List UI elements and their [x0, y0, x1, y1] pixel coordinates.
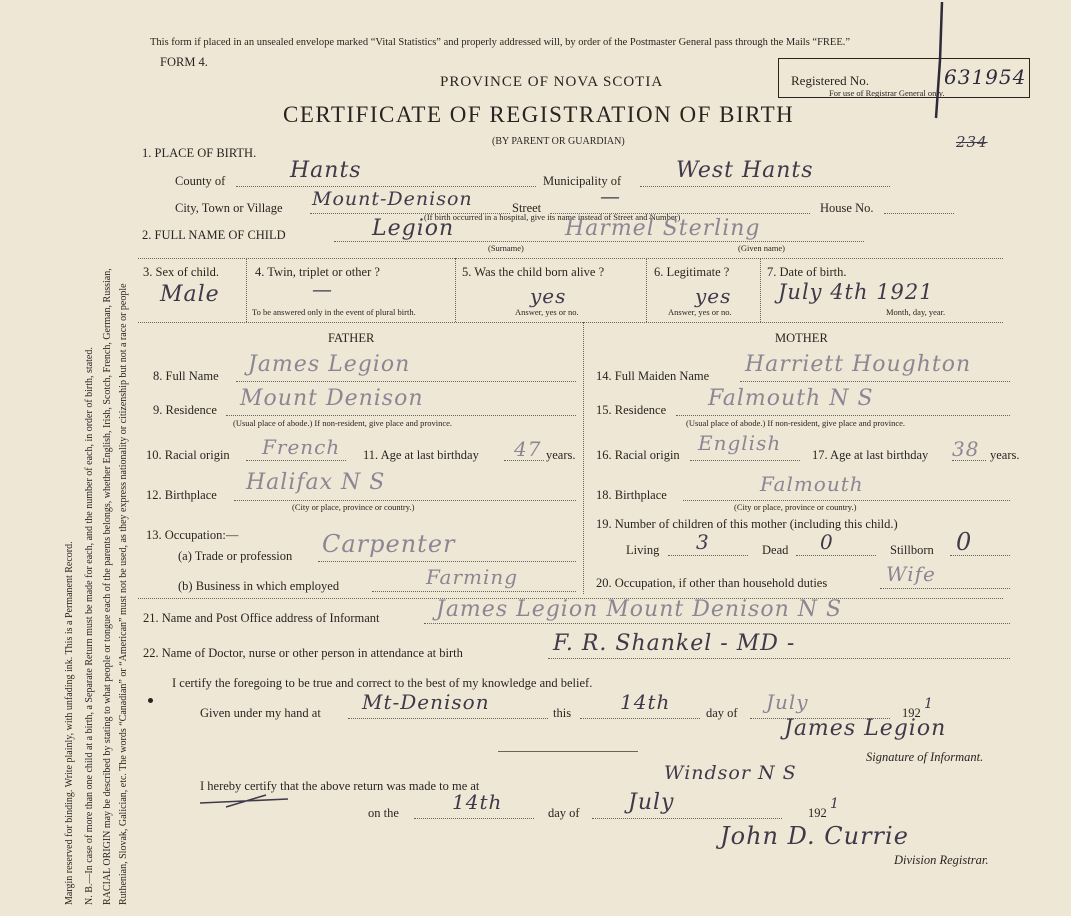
informant-signature-label: Signature of Informant. — [866, 750, 984, 764]
alive-value: yes — [530, 284, 567, 308]
city-label: City, Town or Village — [175, 201, 283, 215]
registrar-statement: I hereby certify that the above return was made to me at — [200, 779, 480, 793]
on-the-label: on the — [368, 806, 399, 820]
registrar-month-line — [592, 818, 782, 819]
registrar-day-of-label: day of — [548, 806, 580, 820]
twin-value: — — [312, 277, 333, 301]
legitimate-note: Answer, yes or no. — [668, 307, 732, 317]
mother-occupation-line — [880, 588, 1010, 589]
date-value: July 4th 1921 — [778, 280, 934, 304]
father-business-value: Farming — [426, 565, 519, 589]
province-heading: PROVINCE OF NOVA SCOTIA — [440, 74, 664, 90]
sex-value: Male — [160, 282, 220, 307]
father-business-line — [372, 591, 576, 592]
living-line — [668, 555, 748, 556]
year-prefix: 192 — [902, 706, 921, 720]
registrar-signature: John D. Currie — [720, 822, 909, 850]
mother-residence-label: 15. Residence — [596, 403, 667, 417]
mother-race-line — [690, 460, 800, 461]
father-residence-line — [226, 415, 576, 416]
facts-divider-3 — [646, 258, 647, 322]
doctor-label: 22. Name of Doctor, nurse or other person in attendance at birth — [143, 646, 463, 660]
mother-occupation-label: 20. Occupation, if other than household duties — [596, 576, 828, 590]
mother-name-line — [740, 381, 1010, 382]
sex-label: 3. Sex of child. — [143, 265, 220, 279]
dead-value: 0 — [820, 530, 834, 554]
dead-line — [796, 555, 876, 556]
form-number: FORM 4. — [160, 55, 208, 69]
child-name-line — [334, 241, 864, 242]
mother-age-label: 17. Age at last birthday — [812, 448, 929, 462]
father-birthplace-value: Halifax N S — [246, 470, 386, 495]
living-label: Living — [626, 543, 660, 557]
registered-label: Registered No. — [791, 73, 869, 88]
given-name-note: (Given name) — [738, 243, 785, 253]
father-race-line — [246, 460, 346, 461]
child-given-name: Harmel Sterling — [565, 216, 761, 241]
municipality-label: Municipality of — [543, 174, 622, 188]
registered-box — [778, 58, 1030, 98]
mother-children-label: 19. Number of children of this mother (including this child.) — [596, 517, 898, 531]
alive-note: Answer, yes or no. — [515, 307, 579, 317]
house-line — [884, 213, 954, 214]
street-label: Street — [512, 201, 542, 215]
registrar-month-value: July — [628, 790, 675, 815]
margin-note-multiple: N. B.—In case of more than one child at a birth, a Separate Return must be made for each, and the number of each, in order of birth, stated. — [84, 347, 95, 905]
place-of-birth-label: 1. PLACE OF BIRTH. — [142, 146, 257, 160]
house-label: House No. — [820, 201, 874, 215]
parents-divider — [583, 322, 584, 594]
father-residence-note: (Usual place of abode.) If non-resident, give place and province. — [233, 418, 453, 428]
stillborn-label: Stillborn — [890, 543, 934, 557]
postal-notice: This form if placed in an unsealed envelope marked “Vital Statistics” and properly addressed will, by order of the Postmaster General pass through the Mails “FREE.” — [150, 37, 851, 48]
twin-label: 4. Twin, triplet or other ? — [255, 265, 380, 279]
pen-stroke-mark — [930, 0, 950, 125]
given-place-line — [348, 718, 548, 719]
mother-race-label: 16. Racial origin — [596, 448, 680, 462]
father-trade-line — [318, 561, 576, 562]
legitimate-value: yes — [695, 284, 732, 308]
mother-residence-note: (Usual place of abode.) If non-resident, give place and province. — [686, 418, 906, 428]
day-line — [580, 718, 700, 719]
living-value: 3 — [696, 530, 710, 554]
street-value: — — [600, 184, 621, 208]
facts-divider-4 — [760, 258, 761, 322]
mother-occupation-value: Wife — [886, 562, 936, 586]
father-birthplace-note: (City or place, province or country.) — [292, 502, 415, 512]
mother-residence-line — [676, 415, 1010, 416]
registrar-year-prefix: 192 — [808, 806, 827, 820]
municipality-line — [640, 186, 890, 187]
registrar-day-line — [414, 818, 534, 819]
informant-value: James Legion Mount Denison N S — [436, 597, 843, 622]
certificate-title: CERTIFICATE OF REGISTRATION OF BIRTH — [283, 102, 795, 127]
city-value: Mount-Denison — [312, 188, 473, 210]
county-line — [236, 186, 536, 187]
margin-number: 234 — [956, 133, 988, 151]
date-label: 7. Date of birth. — [767, 265, 847, 279]
mother-birthplace-line — [683, 500, 1010, 501]
registered-number: 631954 — [944, 65, 1027, 89]
certify-divider — [498, 751, 638, 752]
this-label: this — [553, 706, 572, 720]
struck-out-mark — [196, 793, 296, 811]
informant-signature: James Legion — [784, 716, 947, 741]
mother-heading: MOTHER — [775, 331, 828, 345]
father-name-label: 8. Full Name — [153, 369, 219, 383]
father-heading: FATHER — [328, 331, 375, 345]
alive-label: 5. Was the child born alive ? — [462, 265, 605, 279]
father-trade-label: (a) Trade or profession — [178, 549, 293, 563]
father-occupation-label: 13. Occupation:— — [146, 528, 239, 542]
twin-note: To be answered only in the event of plural birth. — [252, 307, 416, 317]
surname-note: (Surname) — [488, 243, 524, 253]
registrar-place: Windsor N S — [664, 762, 797, 784]
father-age-value: 47 — [514, 437, 542, 461]
doctor-line — [548, 658, 1010, 659]
father-age-label: 11. Age at last birthday — [363, 448, 479, 462]
informant-label: 21. Name and Post Office address of Informant — [143, 611, 380, 625]
father-business-label: (b) Business in which employed — [178, 579, 340, 593]
facts-divider-2 — [455, 258, 456, 322]
certify-month-value: July — [766, 690, 809, 714]
facts-bottom-rule — [138, 322, 1003, 323]
father-race-label: 10. Racial origin — [146, 448, 230, 462]
day-of-label: day of — [706, 706, 738, 720]
date-note: Month, day, year. — [886, 307, 946, 317]
certify-year-value: 1 — [924, 696, 934, 712]
given-under-label: Given under my hand at — [200, 706, 321, 720]
father-residence-value: Mount Denison — [240, 386, 424, 411]
dead-label: Dead — [762, 543, 789, 557]
mother-name-value: Harriett Houghton — [745, 352, 972, 377]
doctor-value: F. R. Shankel - MD - — [553, 631, 796, 656]
father-name-value: James Legion — [248, 352, 411, 377]
facts-top-rule — [138, 258, 1003, 259]
mother-race-value: English — [698, 431, 782, 455]
facts-divider-1 — [246, 258, 247, 322]
legitimate-label: 6. Legitimate ? — [654, 265, 730, 279]
mother-birthplace-value: Falmouth — [760, 472, 864, 496]
father-residence-label: 9. Residence — [153, 403, 217, 417]
child-name-label: 2. FULL NAME OF CHILD — [142, 228, 286, 242]
informant-line — [424, 623, 1010, 624]
ink-dot — [148, 698, 153, 703]
father-race-value: French — [262, 435, 341, 459]
mother-name-label: 14. Full Maiden Name — [596, 369, 710, 383]
father-birthplace-label: 12. Birthplace — [146, 488, 217, 502]
stillborn-value: 0 — [956, 528, 973, 556]
margin-note-binding: Margin reserved for binding. Write plainly, with unfading ink. This is a Permanent Record. — [64, 541, 75, 905]
margin-note-racial: RACIAL ORIGIN may be described by stating to what people or tongue each of the parents belongs, whether English, Irish, Scotch, French, German, Russian, — [102, 268, 113, 905]
given-place-value: Mt-Denison — [362, 690, 490, 714]
registrar-year-value: 1 — [830, 796, 840, 812]
county-label: County of — [175, 174, 226, 188]
mother-years: years. — [990, 448, 1020, 462]
certify-statement: I certify the foregoing to be true and correct to the best of my knowledge and belief. — [172, 676, 593, 690]
father-birthplace-line — [234, 500, 576, 501]
registered-note: For use of Registrar General only. — [829, 88, 945, 98]
municipality-value: West Hants — [676, 158, 814, 183]
mother-birthplace-label: 18. Birthplace — [596, 488, 667, 502]
certificate-subtitle: (BY PARENT OR GUARDIAN) — [492, 136, 625, 147]
registrar-day-value: 14th — [452, 790, 503, 814]
father-trade-value: Carpenter — [322, 530, 456, 558]
registrar-signature-label: Division Registrar. — [894, 853, 989, 867]
child-surname: Legion — [372, 216, 455, 241]
mother-residence-value: Falmouth N S — [708, 386, 874, 411]
certify-day-value: 14th — [620, 690, 671, 714]
mother-birthplace-note: (City or place, province or country.) — [734, 502, 857, 512]
mother-age-value: 38 — [952, 437, 980, 461]
father-years: years. — [546, 448, 576, 462]
hospital-note: (If birth occurred in a hospital, give its name instead of Street and Number) — [424, 212, 681, 222]
county-value: Hants — [290, 158, 362, 183]
father-name-line — [236, 381, 576, 382]
margin-note-racial-2: Ruthenian, Slovak, Galician, etc. The words “Canadian” or “American” must not be used, as they express nationality or citizenship but not a race or people — [118, 283, 129, 905]
